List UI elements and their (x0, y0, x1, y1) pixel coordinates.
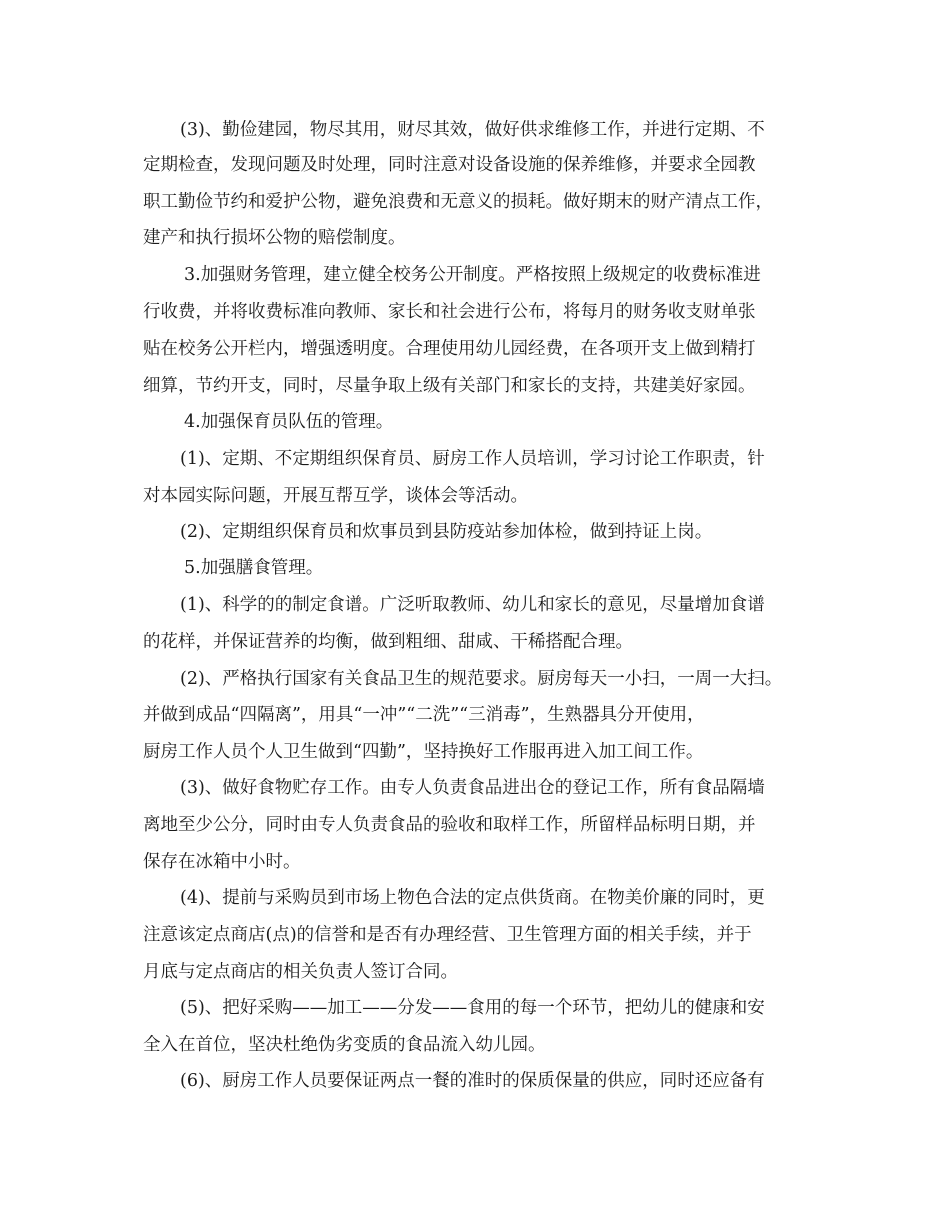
paragraph-line: 贴在校务公开栏内，增强透明度。合理使用幼儿园经费，在各项开支上做到精打 (143, 339, 756, 359)
paragraph-line: 3.加强财务管理，建立健全校务公开制度。严格按照上级规定的收费标准进 (184, 265, 761, 285)
section-heading: 4.加强保育员队伍的管理。 (184, 412, 394, 432)
paragraph-line: (6)、厨房工作人员要保证两点一餐的准时的保质保量的供应，同时还应备有 (180, 1071, 765, 1091)
paragraph-line: 注意该定点商店(点)的信誉和是否有办理经营、卫生管理方面的相关手续，并于 (143, 925, 752, 945)
paragraph-line: 并做到成品“四隔离”，用具“一冲”“二洗”“三消毒”，生熟器具分开使用， (143, 705, 705, 725)
paragraph-line: (3)、勤俭建园，物尽其用，财尽其效，做好供求维修工作，并进行定期、不 (180, 120, 765, 140)
paragraph-line: 对本园实际问题，开展互帮互学，谈体会等活动。 (143, 486, 528, 506)
paragraph-line: 定期检查，发现问题及时处理，同时注意对设备设施的保养维修，并要求全园教 (143, 155, 756, 175)
paragraph-line: 建产和执行损坏公物的赔偿制度。 (143, 228, 406, 248)
paragraph-line: (1)、科学的的制定食谱。广泛听取教师、幼儿和家长的意见，尽量增加食谱 (180, 595, 765, 615)
paragraph-line: 行收费，并将收费标准向教师、家长和社会进行公布，将每月的财务收支财单张 (143, 302, 756, 322)
paragraph-line: (3)、做好食物贮存工作。由专人负责食品进出仓的登记工作，所有食品隔墙 (180, 778, 765, 798)
paragraph-line: 细算，节约开支，同时，尽量争取上级有关部门和家长的支持，共建美好家园。 (143, 376, 756, 396)
paragraph-line: 保存在冰箱中小时。 (143, 852, 301, 872)
section-heading: 5.加强膳食管理。 (184, 558, 324, 578)
paragraph-line: 的花样，并保证营养的均衡，做到粗细、甜咸、干稀搭配合理。 (143, 632, 633, 652)
paragraph-line: 全入在首位，坚决杜绝伪劣变质的食品流入幼儿园。 (143, 1035, 546, 1055)
paragraph-line: 职工勤俭节约和爱护公物，避免浪费和无意义的损耗。做好期末的财产清点工作， (143, 192, 773, 212)
paragraph-line: (1)、定期、不定期组织保育员、厨房工作人员培训，学习讨论工作职责，针 (180, 449, 765, 469)
paragraph-line: 厨房工作人员个人卫生做到“四勤”，坚持换好工作服再进入加工间工作。 (143, 742, 704, 762)
paragraph-line: (2)、严格执行国家有关食品卫生的规范要求。厨房每天一小扫，一周一大扫。 (180, 669, 783, 689)
paragraph-line: (2)、定期组织保育员和炊事员到县防疫站参加体检，做到持证上岗。 (180, 522, 713, 542)
paragraph-line: 月底与定点商店的相关负责人签订合同。 (143, 962, 458, 982)
paragraph-line: (5)、把好采购——加工——分发——食用的每一个环节，把幼儿的健康和安 (180, 998, 765, 1018)
paragraph-line: (4)、提前与采购员到市场上物色合法的定点供货商。在物美价廉的同时，更 (180, 888, 765, 908)
paragraph-line: 离地至少公分，同时由专人负责食品的验收和取样工作，所留样品标明日期，并 (143, 815, 756, 835)
